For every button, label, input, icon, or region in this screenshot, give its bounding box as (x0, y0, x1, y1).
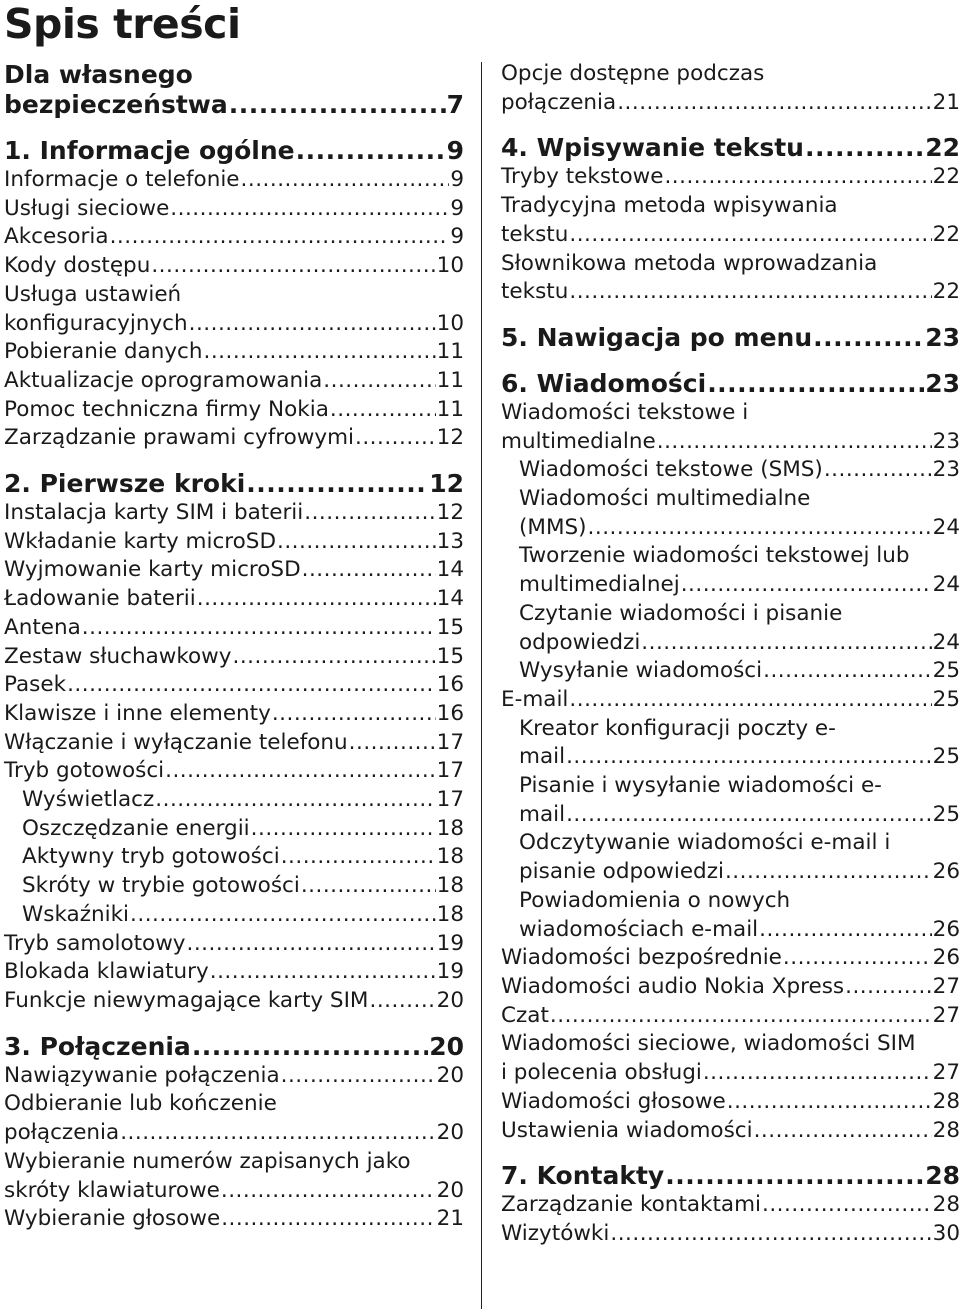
toc-left-column (4, 60, 464, 1234)
toc-entry-text: Pisanie i wysyłanie wiadomości e- (519, 773, 882, 799)
toc-entry-text: i polecenia obsługi (501, 1060, 702, 1086)
dot-leader (824, 456, 932, 485)
dot-leader (232, 643, 435, 672)
dot-leader (763, 657, 932, 686)
page-number: 30 (932, 1220, 960, 1246)
page-number: 18 (436, 815, 464, 841)
toc-entry-text: wiadomościach e-mail (519, 916, 759, 942)
page-number: 20 (436, 1062, 464, 1088)
toc-subentry[interactable] (501, 485, 960, 542)
toc-entry-text: 2. Pierwsze kroki (4, 469, 246, 499)
toc-subentry[interactable] (501, 600, 960, 657)
toc-entry[interactable] (4, 585, 464, 614)
dot-leader (665, 1161, 924, 1191)
toc-entry-text: 4. Wpisywanie tekstu (501, 133, 804, 163)
toc-entry[interactable] (501, 250, 960, 307)
toc-entry[interactable] (501, 163, 960, 192)
toc-entry-text: Czytanie wiadomości i pisanie (519, 600, 843, 626)
toc-entry-text: Wybieranie głosowe (4, 1206, 221, 1232)
toc-entry-text: Słownikowa metoda wprowadzania (501, 250, 878, 276)
toc-entry-text: Wysyłanie wiadomości (519, 658, 763, 684)
toc-entry-text: Tworzenie wiadomości tekstowej lub (519, 543, 910, 569)
dot-leader (369, 987, 435, 1016)
page-number: 25 (932, 686, 960, 712)
toc-subentry[interactable] (501, 542, 960, 599)
page-number: 22 (932, 221, 960, 247)
page-number: 9 (446, 136, 464, 165)
toc-entry-text: Aktywny tryb gotowości (22, 844, 280, 870)
toc-entry[interactable] (4, 958, 464, 987)
toc-entry[interactable] (4, 729, 464, 758)
page-number: 9 (450, 167, 464, 192)
column-divider (481, 62, 482, 1309)
toc-entry-text: 7. Kontakty (501, 1161, 665, 1191)
dot-leader (151, 252, 435, 281)
dot-leader (725, 858, 932, 887)
page-number: 24 (932, 572, 960, 598)
dot-leader (617, 89, 931, 118)
toc-entry[interactable] (4, 252, 464, 281)
page-number: 25 (932, 658, 960, 684)
toc-entry[interactable] (4, 424, 464, 453)
toc-entry-text: Antena (4, 614, 81, 640)
dot-leader (192, 1032, 428, 1062)
section-gap (4, 120, 464, 136)
toc-entry-text: Wiadomości audio Nokia Xpress (501, 973, 845, 999)
dot-leader (569, 686, 931, 715)
toc-entry[interactable] (4, 195, 464, 224)
page-number: 18 (436, 844, 464, 870)
dot-leader (762, 1191, 932, 1220)
toc-entry[interactable] (4, 614, 464, 643)
toc-entry-text: 3. Połączenia (4, 1031, 191, 1061)
dot-leader (281, 1062, 436, 1091)
toc-subentry[interactable] (501, 887, 960, 944)
toc-entry-text: Dla własnego (4, 60, 193, 89)
dot-leader (550, 1002, 932, 1031)
dot-leader (569, 221, 931, 250)
toc-subentry[interactable] (4, 815, 464, 844)
toc-entry-text: Tradycyjna metoda wpisywania (501, 193, 838, 219)
page-number: 20 (436, 987, 464, 1013)
page-number: 26 (932, 859, 960, 885)
toc-entry-text: Aktualizacje oprogramowania (4, 367, 323, 393)
toc-entry-text: 1. Informacje ogólne (4, 136, 295, 165)
toc-section-heading[interactable] (4, 136, 464, 166)
page-number: 9 (450, 224, 464, 250)
dot-leader (727, 1088, 932, 1117)
page-number: 11 (436, 339, 464, 365)
dot-leader (165, 757, 436, 786)
toc-entry[interactable] (4, 223, 464, 252)
page-number: 12 (436, 425, 464, 451)
toc-entry-text: Skróty w trybie gotowości (22, 873, 300, 899)
section-gap (501, 353, 960, 369)
dot-leader (229, 90, 446, 120)
toc-entry-text: Wiadomości sieciowe, wiadomości SIM (501, 1031, 916, 1057)
toc-entry-text: Zarządzanie prawami cyfrowymi (4, 425, 355, 451)
toc-entry-text: Wyświetlacz (22, 787, 155, 813)
toc-entry-text: Blokada klawiatury (4, 959, 209, 985)
dot-leader (204, 338, 436, 367)
page-number: 21 (436, 1206, 464, 1232)
page-number: 12 (436, 500, 464, 526)
toc-entry-text: Tryb samolotowy (4, 930, 186, 956)
page-number: 27 (932, 1002, 960, 1028)
page-number: 27 (932, 1060, 960, 1086)
toc-entry-text: Wiadomości tekstowe (SMS) (519, 457, 823, 483)
page-title: Spis treści (4, 0, 241, 48)
page-number: 20 (436, 1177, 464, 1203)
toc-entry[interactable] (4, 643, 464, 672)
toc-entry-text: E-mail (501, 686, 569, 712)
toc-entry-text: Klawisze i inne elementy (4, 700, 271, 726)
toc-entry-text: tekstu (501, 221, 569, 247)
toc-entry[interactable] (501, 1088, 960, 1117)
toc-subentry[interactable] (4, 901, 464, 930)
toc-entry[interactable] (4, 1062, 464, 1091)
toc-entry-text: Instalacja karty SIM i baterii (4, 500, 304, 526)
page-number: 26 (932, 945, 960, 971)
toc-entry[interactable] (501, 1220, 960, 1249)
page-number: 20 (436, 1120, 464, 1146)
page-number: 20 (429, 1031, 464, 1061)
toc-entry-text: bezpieczeństwa (4, 90, 228, 119)
page-number: 24 (932, 514, 960, 540)
page-number: 11 (436, 367, 464, 393)
page-number: 28 (932, 1088, 960, 1114)
page-number: 19 (436, 930, 464, 956)
toc-entry-text: pisanie odpowiedzi (519, 859, 724, 885)
dot-leader (707, 369, 924, 399)
toc-section-heading[interactable] (501, 369, 960, 399)
page-number: 23 (932, 428, 960, 454)
toc-entry-text: Odbieranie lub kończenie (4, 1091, 277, 1117)
dot-leader (610, 1220, 931, 1249)
toc-entry-text: Wiadomości bezpośrednie (501, 945, 782, 971)
toc-entry-text: Pasek (4, 672, 67, 698)
toc-entry-text: 5. Nawigacja po menu (501, 322, 813, 352)
dot-leader (82, 614, 436, 643)
page-number: 22 (932, 164, 960, 190)
toc-entry-text: (MMS) (519, 514, 587, 540)
page-number: 22 (932, 279, 960, 305)
toc-section-heading[interactable] (4, 60, 464, 120)
page-number: 17 (436, 758, 464, 784)
page-number: 12 (429, 469, 464, 499)
toc-entry[interactable] (501, 1002, 960, 1031)
toc-entry-text: Zarządzanie kontaktami (501, 1192, 762, 1218)
toc-entry-text: mail (519, 801, 566, 827)
toc-subentry[interactable] (501, 829, 960, 886)
page-number: 16 (436, 672, 464, 698)
page-number: 21 (932, 89, 960, 115)
page-number: 28 (925, 1161, 960, 1191)
dot-leader (569, 278, 931, 307)
toc-entry-text: skróty klawiaturowe (4, 1177, 220, 1203)
dot-leader (566, 801, 932, 830)
page-number: 16 (436, 700, 464, 726)
dot-leader (241, 166, 450, 195)
page-number: 9 (450, 195, 464, 221)
toc-entry-text: mail (519, 744, 566, 770)
toc-entry[interactable] (501, 399, 960, 456)
toc-entry-text: Nawiązywanie połączenia (4, 1062, 280, 1088)
dot-leader (277, 528, 436, 557)
toc-entry[interactable] (4, 700, 464, 729)
toc-entry[interactable] (501, 1191, 960, 1220)
page-number: 17 (436, 729, 464, 755)
page-number: 14 (436, 557, 464, 583)
toc-entry[interactable] (501, 686, 960, 715)
dot-leader (813, 323, 924, 353)
dot-leader (221, 1177, 436, 1206)
page-number: 11 (436, 396, 464, 422)
page-number: 18 (436, 873, 464, 899)
toc-entry-text: odpowiedzi (519, 629, 641, 655)
page-number: 25 (932, 744, 960, 770)
dot-leader (130, 901, 436, 930)
toc-entry-text: Ustawienia wiadomości (501, 1117, 753, 1143)
toc-entry-text: Wyjmowanie karty microSD (4, 557, 301, 583)
toc-entry-text: Zestaw słuchawkowy (4, 643, 232, 669)
toc-entry-text: Kody dostępu (4, 253, 151, 279)
toc-section-heading[interactable] (4, 1032, 464, 1062)
page-number: 15 (436, 643, 464, 669)
dot-leader (251, 815, 436, 844)
toc-entry-text: Usługi sieciowe (4, 195, 170, 221)
toc-entry[interactable] (4, 671, 464, 700)
page-number: 27 (932, 973, 960, 999)
section-gap (501, 1145, 960, 1161)
dot-leader (641, 629, 931, 658)
dot-leader (566, 743, 932, 772)
dot-leader (302, 556, 436, 585)
toc-entry-text: połączenia (501, 89, 617, 115)
dot-leader (155, 786, 435, 815)
section-gap (501, 117, 960, 133)
dot-leader (783, 944, 932, 973)
toc-entry[interactable] (4, 166, 464, 195)
toc-entry[interactable] (4, 757, 464, 786)
page-number: 17 (436, 787, 464, 813)
dot-leader (664, 163, 931, 192)
dot-leader (246, 469, 428, 499)
toc-entry-text: Opcje dostępne podczas (501, 61, 765, 86)
toc-entry-text: Wiadomości multimedialne (519, 486, 811, 512)
toc-entry-text: Włączanie i wyłączanie telefonu (4, 729, 348, 755)
section-gap (4, 453, 464, 469)
toc-entry[interactable] (501, 1117, 960, 1146)
page-number: 28 (932, 1192, 960, 1218)
dot-leader (304, 499, 435, 528)
page-number: 13 (436, 528, 464, 554)
dot-leader (355, 424, 436, 453)
toc-entry-text: multimedialne (501, 428, 656, 454)
dot-leader (67, 671, 436, 700)
dot-leader (754, 1117, 932, 1146)
toc-entry-text: Oszczędzanie energii (22, 815, 250, 841)
toc-entry[interactable] (4, 930, 464, 959)
toc-section-heading[interactable] (501, 133, 960, 163)
dot-leader (301, 872, 436, 901)
toc-entry-text: Wskaźniki (22, 901, 130, 927)
toc-subentry[interactable] (501, 456, 960, 485)
dot-leader (187, 930, 436, 959)
toc-entry-text: Kreator konfiguracji poczty e- (519, 715, 836, 741)
dot-leader (189, 310, 436, 339)
page-number: 28 (932, 1117, 960, 1143)
page-number: 10 (436, 253, 464, 279)
toc-entry-text: Wybieranie numerów zapisanych jako (4, 1148, 411, 1174)
toc-entry-text: Powiadomienia o nowych (519, 887, 791, 913)
dot-leader (759, 916, 932, 945)
toc-entry[interactable] (4, 987, 464, 1016)
dot-leader (657, 428, 932, 457)
dot-leader (281, 843, 436, 872)
toc-entry-text: Wkładanie karty microSD (4, 528, 277, 554)
toc-entry-text: połączenia (4, 1120, 120, 1146)
toc-entry[interactable] (4, 396, 464, 425)
toc-entry-text: Tryb gotowości (4, 758, 165, 784)
dot-leader (805, 133, 924, 163)
toc-entry-text: tekstu (501, 279, 569, 305)
page-number: 10 (436, 310, 464, 336)
page-number: 26 (932, 916, 960, 942)
dot-leader (110, 223, 450, 252)
toc-entry-text: Wizytówki (501, 1220, 610, 1246)
toc-entry[interactable] (501, 192, 960, 249)
toc-entry[interactable] (4, 281, 464, 338)
toc-subentry[interactable] (4, 872, 464, 901)
dot-leader (197, 585, 436, 614)
section-gap (501, 307, 960, 323)
toc-entry-text: Ładowanie baterii (4, 586, 196, 612)
toc-section-heading[interactable] (501, 323, 960, 353)
dot-leader (330, 396, 436, 425)
toc-entry[interactable] (4, 528, 464, 557)
toc-subentry[interactable] (501, 715, 960, 772)
toc-entry-text: Funkcje niewymagające karty SIM (4, 987, 369, 1013)
toc-entry-text: 6. Wiadomości (501, 368, 707, 398)
toc-entry[interactable] (501, 944, 960, 973)
toc-entry[interactable] (4, 556, 464, 585)
page-number: 25 (932, 801, 960, 827)
toc-entry-text: Akcesoria (4, 224, 109, 250)
page-number: 18 (436, 901, 464, 927)
page-number: 22 (925, 133, 960, 163)
toc-entry-text: Wiadomości tekstowe i (501, 399, 749, 425)
page-number: 15 (436, 614, 464, 640)
dot-leader (845, 973, 932, 1002)
toc-entry-text: Tryby tekstowe (501, 164, 664, 190)
toc-entry-text: Wiadomości głosowe (501, 1088, 726, 1114)
toc-subentry[interactable] (4, 843, 464, 872)
page-number: 19 (436, 959, 464, 985)
page-number: 23 (925, 322, 960, 352)
dot-leader (349, 729, 436, 758)
toc-entry[interactable] (4, 338, 464, 367)
toc-subentry[interactable] (501, 772, 960, 829)
toc-entry[interactable] (501, 973, 960, 1002)
toc-entry[interactable] (501, 60, 960, 117)
dot-leader (120, 1119, 435, 1148)
page-number: 24 (932, 629, 960, 655)
toc-entry[interactable] (4, 1148, 464, 1205)
toc-subentry[interactable] (501, 657, 960, 686)
page-number: 23 (932, 457, 960, 483)
toc-entry[interactable] (4, 1090, 464, 1147)
toc-subentry[interactable] (4, 786, 464, 815)
toc-entry-text: Odczytywanie wiadomości e-mail i (519, 830, 891, 856)
dot-leader (588, 514, 932, 543)
toc-section-heading[interactable] (501, 1161, 960, 1191)
toc-entry-text: Usługa ustawień (4, 281, 182, 307)
dot-leader (170, 195, 449, 224)
toc-entry[interactable] (501, 1030, 960, 1087)
dot-leader (210, 958, 436, 987)
toc-entry-text: Czat (501, 1002, 549, 1028)
toc-entry[interactable] (4, 367, 464, 396)
dot-leader (221, 1205, 435, 1234)
toc-entry-text: Informacje o telefonie (4, 167, 240, 192)
toc-entry-text: Pomoc techniczna firmy Nokia (4, 396, 329, 422)
toc-section-heading[interactable] (4, 469, 464, 499)
page-number: 23 (925, 368, 960, 398)
section-gap (4, 1016, 464, 1032)
page-number: 7 (446, 90, 464, 119)
toc-entry-text: konfiguracyjnych (4, 310, 188, 336)
dot-leader (296, 136, 446, 166)
toc-right-column (501, 60, 960, 1249)
dot-leader (703, 1059, 932, 1088)
page-number: 14 (436, 586, 464, 612)
dot-leader (681, 571, 932, 600)
toc-entry-text: Pobieranie danych (4, 339, 203, 365)
dot-leader (323, 367, 435, 396)
toc-entry[interactable] (4, 1205, 464, 1234)
dot-leader (272, 700, 436, 729)
toc-entry-text: multimedialnej (519, 572, 680, 598)
toc-entry[interactable] (4, 499, 464, 528)
